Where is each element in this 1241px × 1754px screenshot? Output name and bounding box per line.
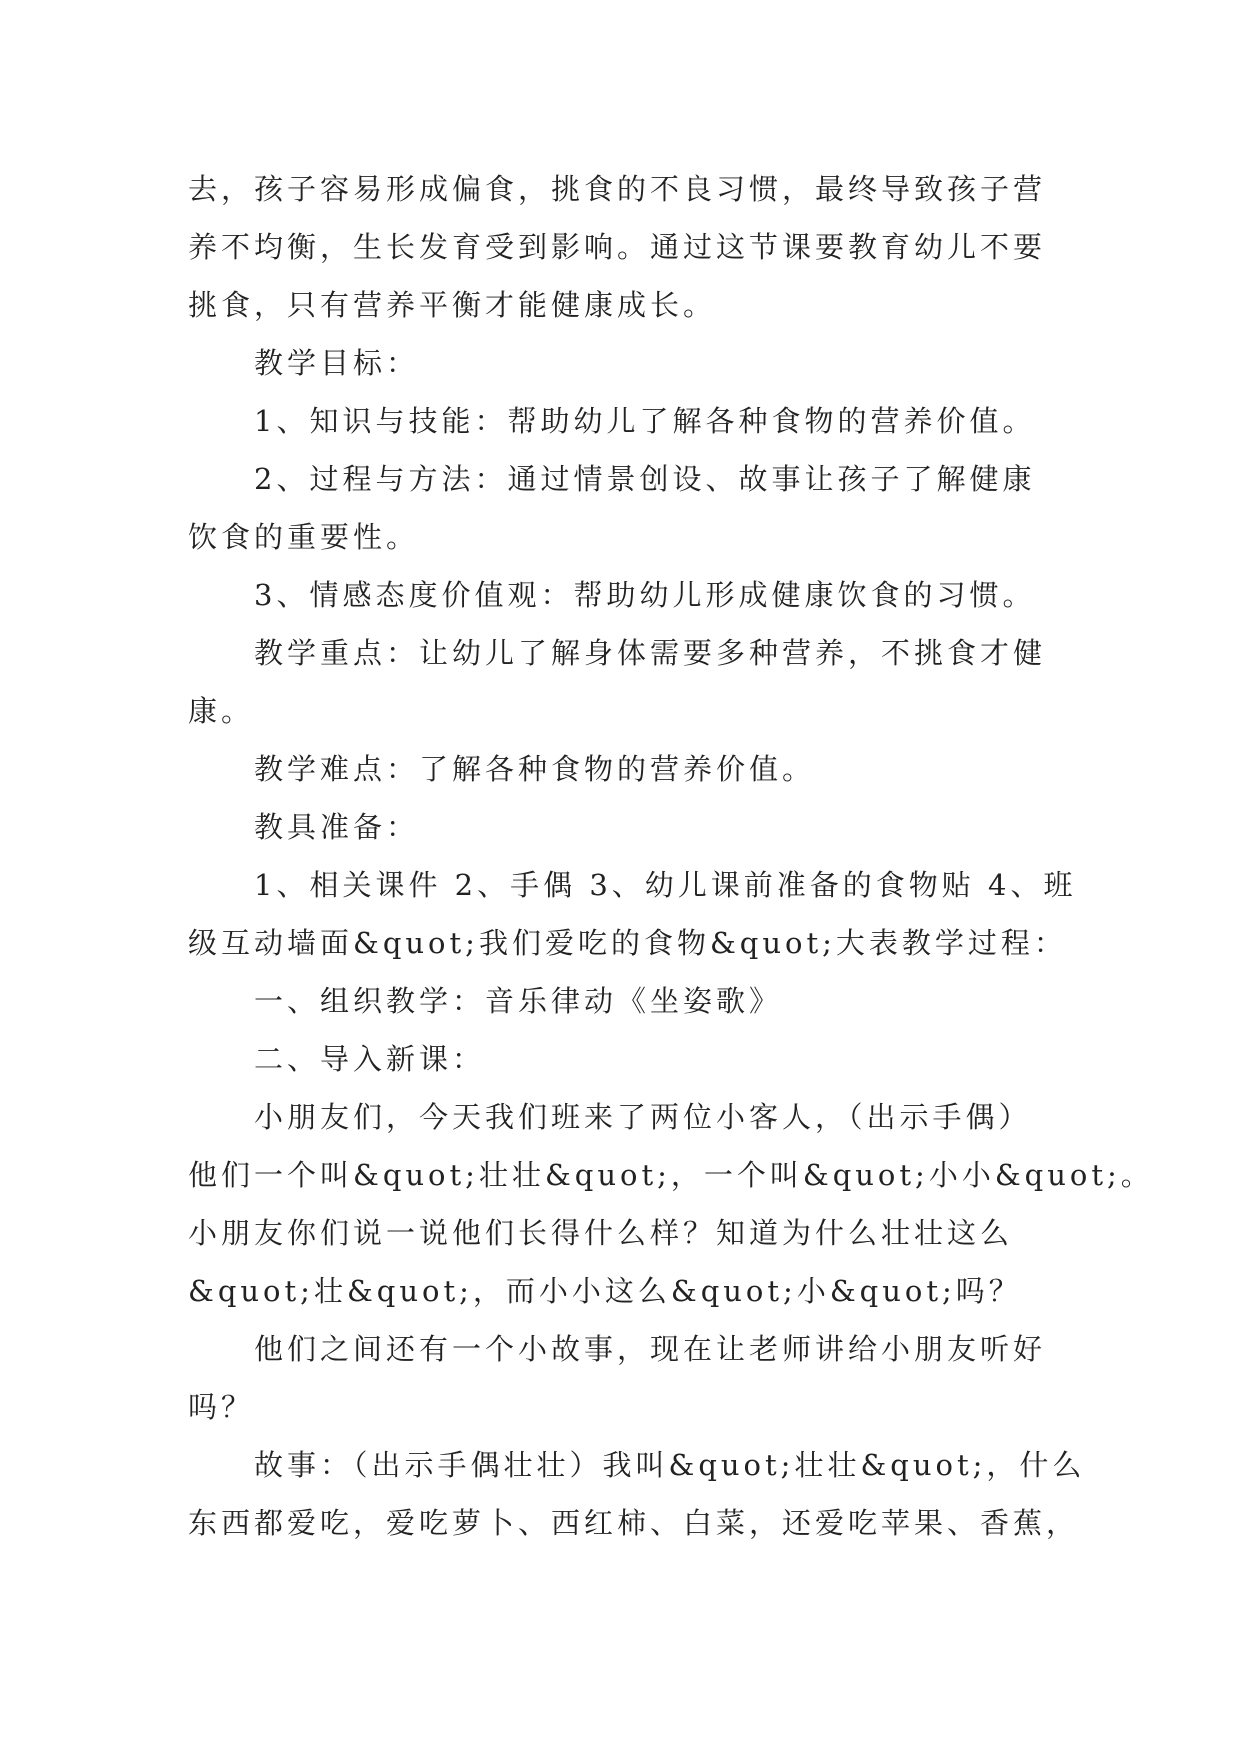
teaching-difficulty-line: 教学难点：了解各种食物的营养价值。 [254,752,816,786]
paragraph-line: 他们之间还有一个小故事，现在让老师讲给小朋友听好 [254,1332,1047,1366]
section-heading-teaching-goals: 教学目标： [254,346,420,380]
section-heading-materials: 教具准备： [254,810,420,844]
list-item: 2、过程与方法：通过情景创设、故事让孩子了解健康 [254,462,1036,496]
paragraph-line: 他们一个叫&quot;壮壮&quot;，一个叫&quot;小小&quot;。 [188,1158,1154,1192]
list-item: 3、情感态度价值观：帮助幼儿形成健康饮食的习惯。 [254,578,1036,612]
list-item: 1、知识与技能：帮助幼儿了解各种食物的营养价值。 [254,404,1036,438]
document-body [188,160,1154,1552]
paragraph-line: 小朋友们，今天我们班来了两位小客人，（出示手偶） [254,1100,1032,1134]
paragraph-line: 小朋友你们说一说他们长得什么样？知道为什么壮壮这么 [188,1216,1014,1250]
paragraph-line: 挑食，只有营养平衡才能健康成长。 [188,288,717,322]
paragraph-line: 康。 [188,694,255,728]
process-step-line: 一、组织教学：音乐律动《坐姿歌》 [254,984,783,1018]
process-step-line: 二、导入新课： [254,1042,486,1076]
materials-line: 1、相关课件 2、手偶 3、幼儿课前准备的食物贴 4、班 [254,868,1077,902]
paragraph-line: 养不均衡，生长发育受到影响。通过这节课要教育幼儿不要 [188,230,1047,264]
paragraph-line: 级互动墙面&quot;我们爱吃的食物&quot;大表教学过程： [188,926,1067,960]
story-line: 故事：（出示手偶壮壮）我叫&quot;壮壮&quot;，什么 [254,1448,1086,1482]
paragraph-line: 东西都爱吃，爱吃萝卜、西红柿、白菜，还爱吃苹果、香蕉， [188,1506,1080,1540]
paragraph-line: 饮食的重要性。 [188,520,420,554]
paragraph-line: 吗？ [188,1390,255,1424]
paragraph-line: 去，孩子容易形成偏食，挑食的不良习惯，最终导致孩子营 [188,172,1047,206]
paragraph-line: &quot;壮&quot;，而小小这么&quot;小&quot;吗？ [188,1274,1022,1308]
teaching-focus-line: 教学重点：让幼儿了解身体需要多种营养，不挑食才健 [254,636,1047,670]
